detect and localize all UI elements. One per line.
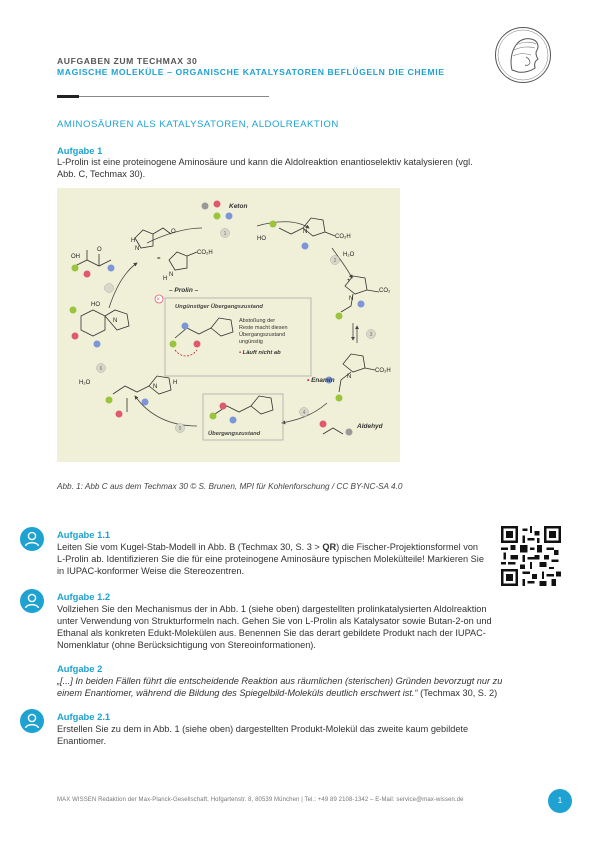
task-2-text <box>57 675 557 699</box>
co2h-label: CO₂H <box>335 234 351 240</box>
task-1-2-line: Nomenklatur (ohne Berücksichtigung von Stereoinformationen). <box>57 640 316 650</box>
keton-label: Keton <box>229 203 248 210</box>
prolin-label: – Prolin – <box>169 287 199 294</box>
task-1-2-line: Vollziehen Sie den Mechanismus der in Abb. 1 (siehe oben) dargestellten prolinkatalysierten Aldolreaktion <box>57 604 487 614</box>
abstossung-line: ungünstig <box>239 339 263 345</box>
figure-caption: Abb. 1: Abb C aus dem Techmax 30 © S. Brunen, MPI für Kohlenforschung / CC BY-NC-SA 4.0 <box>57 482 403 491</box>
equals-label: = <box>157 256 161 262</box>
n-label: N <box>303 229 308 235</box>
co2-label: CO₂ <box>379 288 391 294</box>
task-2-quote-line: „[...] In beiden Fällen führt die entscheidende Reaktion aus räumlichen (sterischen) Gründen bevorzugt nur zu <box>57 676 503 686</box>
plus-label: + <box>347 278 351 284</box>
minerva-logo-icon <box>494 26 552 84</box>
step-label: 1 <box>223 231 227 237</box>
task-2-1-text <box>57 723 557 747</box>
o-label: O <box>171 229 176 235</box>
ho-label: HO <box>91 302 100 308</box>
aldol-mechanism-figure <box>57 188 400 462</box>
h2o-label: H₂O <box>79 380 91 386</box>
task-1-2-text <box>57 603 557 651</box>
qr-code-icon[interactable] <box>501 526 561 586</box>
ubergang-label: Übergangszustand <box>208 431 261 437</box>
h-label: H <box>163 276 168 282</box>
task-1-line: Abb. C, Techmax 30). <box>57 169 146 179</box>
user-icon <box>20 527 44 551</box>
footer-text: MAX WISSEN Redaktion der Max-Planck-Gesellschaft, Hofgartenstr. 8, 80539 München | Tel.: +49 89 2108-1342 – E-Mail: service@max-wissen.de <box>57 797 464 803</box>
task-1-text <box>57 156 473 180</box>
h-label: H <box>131 238 136 244</box>
task-2-1-line: Erstellen Sie zu dem in Abb. 1 (siehe oben) dargestellten Produkt-Molekül das zweite kaum gebildete <box>57 724 469 734</box>
n-label: N <box>153 384 158 390</box>
ungunstig-label: Ungünstiger Übergangszustand <box>175 304 263 310</box>
co2h-label: CO₂H <box>197 250 213 256</box>
n-label: N <box>169 272 174 278</box>
task-1-1-line: Leiten Sie vom Kugel-Stab-Modell in Abb. B (Techmax 30, S. 3 > QR) die Fischer-Projektionsformel von <box>57 542 479 552</box>
task-1-1-line: L-Prolin ab. Identifizieren Sie die für eine proteinogene Aminosäure typischen Molekülteile! Markieren Sie <box>57 554 484 564</box>
abstossung-line: Übergangszustand <box>239 332 286 338</box>
lauft-nicht-label: • Läuft nicht ab <box>239 350 281 356</box>
co2h-label: CO₂H <box>375 368 391 374</box>
task-1-1-line: in IUPAC-konformer Weise die Stereozentren. <box>57 566 245 576</box>
section-title: AMINOSÄUREN ALS KATALYSATOREN, ALDOLREAKTION <box>57 119 339 130</box>
task-1-title: Aufgabe 1 <box>57 145 103 156</box>
user-icon <box>20 709 44 733</box>
abstossung-line: Reste macht diesen <box>239 325 288 331</box>
oh-label: OH <box>71 254 80 260</box>
n-label: N <box>349 296 354 302</box>
task-1-2-title: Aufgabe 1.2 <box>57 591 111 602</box>
n-label: N <box>347 374 352 380</box>
task-2-1-title: Aufgabe 2.1 <box>57 711 111 722</box>
task-1-2-line: unter Verwendung von Strukturformeln nach. Gehen Sie von L-Prolin als Katalysator sowie Butan-2-on und <box>57 616 492 626</box>
o-label: O <box>97 247 102 253</box>
aldehyd-label: Aldehyd <box>357 423 383 430</box>
task-1-1-title: Aufgabe 1.1 <box>57 529 111 540</box>
abstossung-line: Abstoßung der <box>239 318 276 324</box>
task-2-quote-line: einem Enantiomer, während die Bildung des Spiegelbild-Moleküls deutlich erschwert ist.“ (Techmax 30, S. 2) <box>57 688 498 698</box>
header-rule-accent <box>57 95 79 98</box>
task-1-1-text <box>57 541 497 577</box>
ho-label: HO <box>257 236 266 242</box>
user-icon <box>20 589 44 613</box>
step-label: 6 <box>99 366 103 372</box>
n-label: N <box>135 246 140 252</box>
task-2-1-line: Enantiomer. <box>57 736 107 746</box>
step-label: 4 <box>302 410 306 416</box>
task-1-line: L-Prolin ist eine proteinogene Aminosäure und kann die Aldolreaktion enantioselektiv katalysieren (vgl. <box>57 157 473 167</box>
x-mark-icon: × <box>156 297 161 303</box>
step-label: 5 <box>178 426 182 432</box>
step-label: 2 <box>333 258 337 264</box>
n-label: N <box>113 318 118 324</box>
page-number: 1 <box>548 789 572 813</box>
task-2-title: Aufgabe 2 <box>57 663 103 674</box>
step-label: 3 <box>369 332 373 338</box>
header-title: AUFGABEN ZUM TECHMAX 30 <box>57 56 198 66</box>
task-1-2-line: Ethanal als konkreten Edukt-Molekülen aus. Benennen Sie das derart gebildete Produkt nach der IUPAC- <box>57 628 486 638</box>
h-label: H <box>173 380 178 386</box>
header-rule <box>79 96 269 97</box>
enamin-label: • Enamin <box>307 377 335 384</box>
header-subtitle: MAGISCHE MOLEKÜLE – ORGANISCHE KATALYSATOREN BEFLÜGELN DIE CHEMIE <box>57 67 445 77</box>
h2o-label: H₂O <box>343 252 355 258</box>
